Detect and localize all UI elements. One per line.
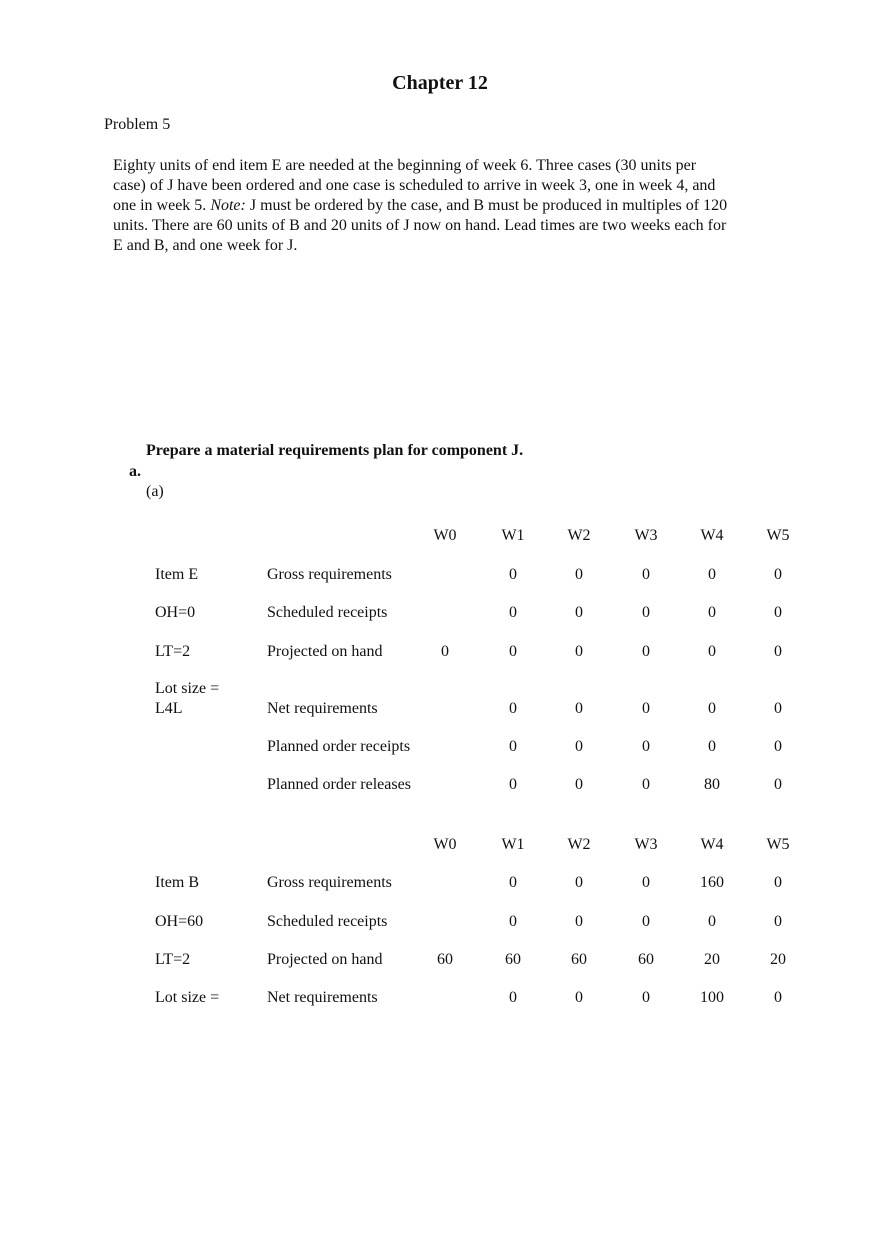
cell-1-scheduled-receipts-w1: 0	[509, 604, 517, 621]
cell-1-gross-requirements-w3: 0	[642, 566, 650, 583]
cell-1-planned-order-releases-w1: 0	[509, 776, 517, 793]
cell-2-projected-on-hand-w0: 60	[437, 951, 453, 968]
week-header-2-w5: W5	[766, 836, 790, 853]
task-subpart: (a)	[146, 483, 164, 500]
problem-line-3-start: one in week 5.	[113, 197, 207, 214]
cell-1-planned-order-releases-w2: 0	[575, 776, 583, 793]
row-label-1-gross-requirements: Gross requirements	[267, 566, 392, 583]
week-header-2-w4: W4	[700, 836, 724, 853]
row-label-2-scheduled-receipts: Scheduled receipts	[267, 913, 388, 930]
problem-line-4: units. There are 60 units of B and 20 units of J now on hand. Lead times are two weeks each for	[113, 217, 727, 234]
week-header-2-w2: W2	[567, 836, 591, 853]
cell-2-scheduled-receipts-w5: 0	[774, 913, 782, 930]
week-header-1-w5: W5	[766, 527, 790, 544]
cell-2-scheduled-receipts-w2: 0	[575, 913, 583, 930]
note-label: Note:	[210, 197, 246, 214]
cell-1-planned-order-receipts-w3: 0	[642, 738, 650, 755]
cell-2-scheduled-receipts-w4: 0	[708, 913, 716, 930]
cell-2-net-requirements-w1: 0	[509, 989, 517, 1006]
cell-1-net-requirements-w5: 0	[774, 700, 782, 717]
cell-2-gross-requirements-w3: 0	[642, 874, 650, 891]
cell-2-net-requirements-w4: 100	[700, 989, 724, 1006]
cell-1-net-requirements-w1: 0	[509, 700, 517, 717]
problem-line-3	[113, 196, 793, 216]
row-label-1-planned-order-receipts: Planned order receipts	[267, 738, 411, 755]
cell-1-planned-order-receipts-w5: 0	[774, 738, 782, 755]
cell-1-planned-order-releases-w5: 0	[774, 776, 782, 793]
cell-1-gross-requirements-w2: 0	[575, 566, 583, 583]
task-heading: Prepare a material requirements plan for component J.	[146, 442, 524, 459]
cell-2-projected-on-hand-w3: 60	[638, 951, 654, 968]
cell-1-net-requirements-w2: 0	[575, 700, 583, 717]
cell-1-projected-on-hand-w2: 0	[575, 643, 583, 660]
item-label-2-2: OH=60	[155, 913, 204, 930]
cell-2-net-requirements-w2: 0	[575, 989, 583, 1006]
week-header-2-w0: W0	[433, 836, 457, 853]
row-label-2-net-requirements: Net requirements	[267, 989, 378, 1006]
cell-2-projected-on-hand-w2: 60	[571, 951, 587, 968]
cell-1-planned-order-receipts-w4: 0	[708, 738, 716, 755]
cell-2-projected-on-hand-w5: 20	[770, 951, 786, 968]
cell-2-net-requirements-w5: 0	[774, 989, 782, 1006]
item-label-1-2: OH=0	[155, 604, 196, 621]
problem-statement	[113, 156, 793, 256]
cell-1-net-requirements-w3: 0	[642, 700, 650, 717]
problem-line-3-end: J must be ordered by the case, and B must be produced in multiples of 120	[249, 197, 728, 214]
row-label-1-projected-on-hand: Projected on hand	[267, 643, 383, 660]
row-label-1-scheduled-receipts: Scheduled receipts	[267, 604, 388, 621]
item-label-2-4: Lot size =	[155, 989, 220, 1006]
cell-1-scheduled-receipts-w3: 0	[642, 604, 650, 621]
cell-1-scheduled-receipts-w2: 0	[575, 604, 583, 621]
cell-2-gross-requirements-w2: 0	[575, 874, 583, 891]
cell-1-projected-on-hand-w4: 0	[708, 643, 716, 660]
cell-1-planned-order-releases-w4: 80	[704, 776, 720, 793]
week-header-1-w3: W3	[634, 527, 658, 544]
row-label-1-planned-order-releases: Planned order releases	[267, 776, 411, 793]
cell-1-scheduled-receipts-w5: 0	[774, 604, 782, 621]
week-header-2-w1: W1	[501, 836, 525, 853]
item-label-1-3: LT=2	[155, 643, 191, 660]
week-header-1-w0: W0	[433, 527, 457, 544]
cell-2-projected-on-hand-w4: 20	[704, 951, 720, 968]
cell-1-projected-on-hand-w3: 0	[642, 643, 650, 660]
cell-1-scheduled-receipts-w4: 0	[708, 604, 716, 621]
cell-2-gross-requirements-w1: 0	[509, 874, 517, 891]
cell-1-projected-on-hand-w5: 0	[774, 643, 782, 660]
cell-2-net-requirements-w3: 0	[642, 989, 650, 1006]
task-letter: a.	[129, 463, 141, 480]
cell-1-planned-order-receipts-w2: 0	[575, 738, 583, 755]
cell-1-net-requirements-w4: 0	[708, 700, 716, 717]
week-header-1-w2: W2	[567, 527, 591, 544]
cell-1-planned-order-receipts-w1: 0	[509, 738, 517, 755]
cell-2-gross-requirements-w5: 0	[774, 874, 782, 891]
week-header-2-w3: W3	[634, 836, 658, 853]
cell-1-gross-requirements-w5: 0	[774, 566, 782, 583]
problem-line-2: case) of J have been ordered and one case is scheduled to arrive in week 3, one in week 4, and	[113, 177, 716, 194]
problem-label: Problem 5	[104, 116, 171, 133]
row-label-2-projected-on-hand: Projected on hand	[267, 951, 383, 968]
item-label-1-4: Lot size =	[155, 680, 220, 697]
cell-1-planned-order-releases-w3: 0	[642, 776, 650, 793]
week-header-1-w4: W4	[700, 527, 724, 544]
cell-1-projected-on-hand-w1: 0	[509, 643, 517, 660]
problem-line-1: Eighty units of end item E are needed at the beginning of week 6. Three cases (30 units per	[113, 157, 697, 174]
item-label-1-1: Item E	[155, 566, 199, 583]
cell-2-scheduled-receipts-w1: 0	[509, 913, 517, 930]
cell-2-projected-on-hand-w1: 60	[505, 951, 521, 968]
cell-1-projected-on-hand-w0: 0	[441, 643, 449, 660]
item-label-2-1: Item B	[155, 874, 199, 891]
cell-1-gross-requirements-w1: 0	[509, 566, 517, 583]
row-label-2-gross-requirements: Gross requirements	[267, 874, 392, 891]
chapter-title: Chapter 12	[392, 72, 488, 94]
cell-2-gross-requirements-w4: 160	[700, 874, 724, 891]
item-label-1-5: L4L	[155, 700, 183, 717]
problem-line-5: E and B, and one week for J.	[113, 237, 298, 254]
row-label-1-net-requirements: Net requirements	[267, 700, 378, 717]
item-label-2-3: LT=2	[155, 951, 191, 968]
cell-1-gross-requirements-w4: 0	[708, 566, 716, 583]
week-header-1-w1: W1	[501, 527, 525, 544]
cell-2-scheduled-receipts-w3: 0	[642, 913, 650, 930]
